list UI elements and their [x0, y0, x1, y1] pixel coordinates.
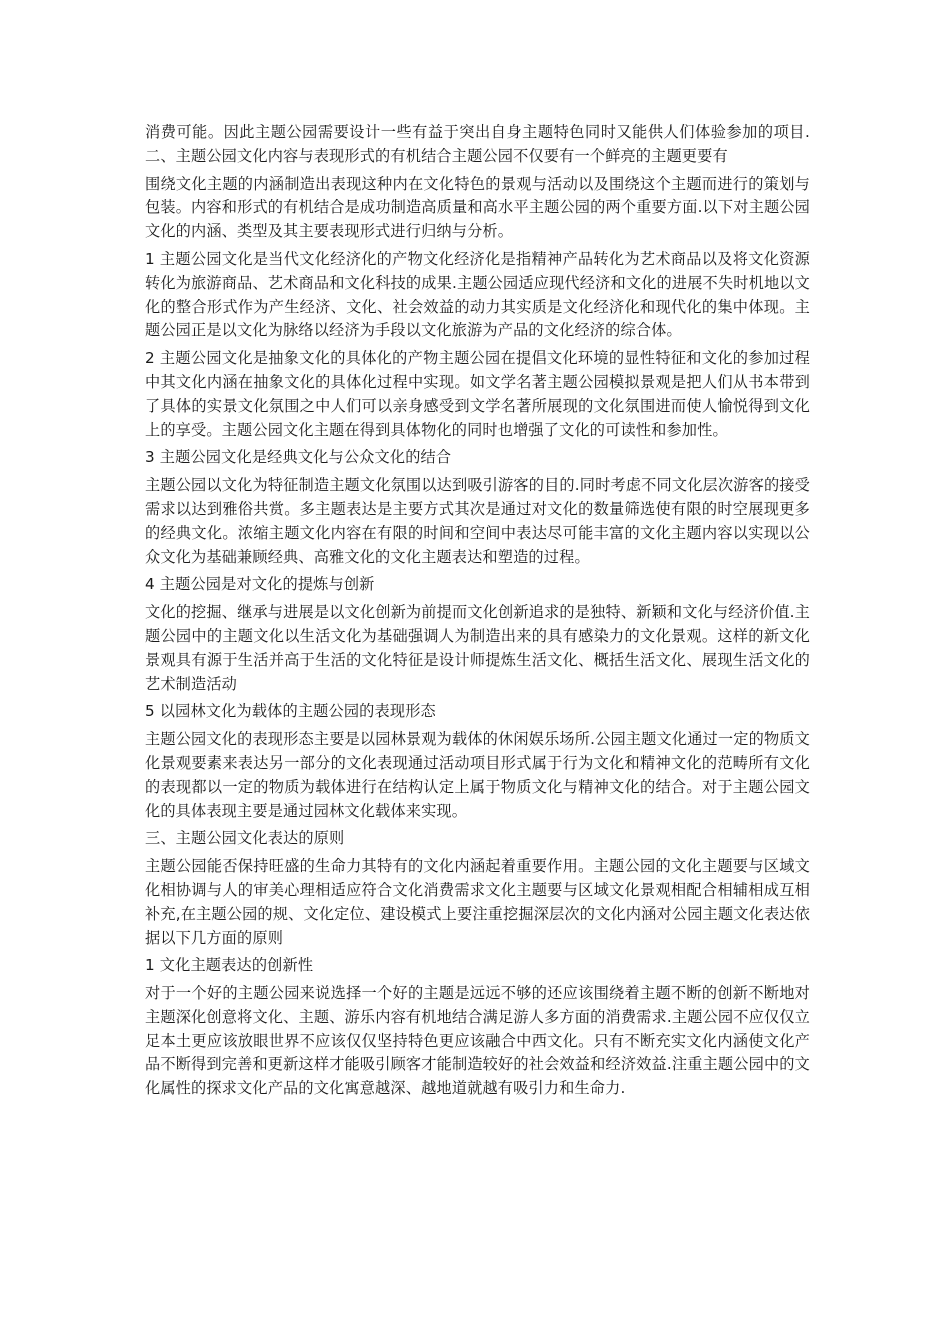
- section-heading: 1 文化主题表达的创新性: [145, 956, 314, 975]
- paragraph: 消费可能。因此主题公园需要设计一些有益于突出自身主题特色同时又能供人们体验参加的项目.二、主题公园文化内容与表现形式的有机结合主题公园不仅要有一个鲜亮的主题更要有: [145, 123, 810, 165]
- paragraph: 主题公园能否保持旺盛的生命力其特有的文化内涵起着重要作用。主题公园的文化主题要与区域文化相协调与人的审美心理相适应符合文化消费需求文化主题要与区域文化景观相配合相辅相成互相补充,在主题公园的规、文化定位、建设模式上要注重挖掘深层次的文化内涵对公园主题文化表达依据以下几方面的原则: [145, 857, 810, 947]
- paragraph: 围绕文化主题的内涵制造出表现这种内在文化特色的景观与活动以及围绕这个主题而进行的策划与包装。内容和形式的有机结合是成功制造高质量和高水平主题公园的两个重要方面.以下对主题公园文化的内涵、类型及其主要表现形式进行归纳与分析。: [145, 174, 810, 241]
- section-heading: 5 以园林文化为载体的主题公园的表现形态: [145, 702, 436, 721]
- chapter-heading: 三、主题公园文化表达的原则: [145, 829, 345, 848]
- section-heading: 3 主题公园文化是经典文化与公众文化的结合: [145, 448, 452, 467]
- document-body: [145, 121, 810, 1105]
- section-heading: 4 主题公园是对文化的提炼与创新: [145, 575, 375, 594]
- paragraph: 对于一个好的主题公园来说选择一个好的主题是远远不够的还应该围绕着主题不断的创新不断地对主题深化创意将文化、主题、游乐内容有机地结合满足游人多方面的消费需求.主题公园不应仅仅立足本土更应该放眼世界不应该仅仅坚持特色更应该融合中西文化。只有不断充实文化内涵使文化产品不断得到完善和更新这样才能吸引顾客才能制造较好的社会效益和经济效益.注重主题公园中的文化属性的探求文化产品的文化寓意越深、越地道就越有吸引力和生命力.: [145, 984, 810, 1098]
- paragraph: 主题公园以文化为特征制造主题文化氛围以达到吸引游客的目的.同时考虑不同文化层次游客的接受需求以达到雅俗共赏。多主题表达是主要方式其次是通过对文化的数量筛选使有限的时空展现更多的经典文化。浓缩主题文化内容在有限的时间和空间中表达尽可能丰富的文化主题内容以实现以公众文化为基础兼顾经典、高雅文化的文化主题表达和塑造的过程。: [145, 476, 810, 566]
- paragraph: 文化的挖掘、继承与进展是以文化创新为前提而文化创新追求的是独特、新颖和文化与经济价值.主题公园中的主题文化以生活文化为基础强调人为制造出来的具有感染力的文化景观。这样的新文化景观具有源于生活并高于生活的文化特征是设计师提炼生活文化、概括生活文化、展现生活文化的艺术制造活动: [145, 603, 810, 693]
- paragraph: 1 主题公园文化是当代文化经济化的产物文化经济化是指精神产品转化为艺术商品以及将文化资源转化为旅游商品、艺术商品和文化科技的成果.主题公园适应现代经济和文化的进展不失时机地以文化的整合形式作为产生经济、文化、社会效益的动力其实质是文化经济化和现代化的集中体现。主题公园正是以文化为脉络以经济为手段以文化旅游为产品的文化经济的综合体。: [145, 249, 810, 340]
- paragraph: 2 主题公园文化是抽象文化的具体化的产物主题公园在提倡文化环境的显性特征和文化的参加过程中其文化内涵在抽象文化的具体化过程中实现。如文学名著主题公园模拟景观是把人们从书本带到了具体的实景文化氛围之中人们可以亲身感受到文学名著所展现的文化氛围进而使人愉悦得到文化上的享受。主题公园文化主题在得到具体物化的同时也增强了文化的可读性和参加性。: [145, 349, 810, 439]
- paragraph: 主题公园文化的表现形态主要是以园林景观为载体的休闲娱乐场所.公园主题文化通过一定的物质文化景观要素来表达另一部分的文化表现通过活动项目形式属于行为文化和精神文化的范畴所有文化的表现都以一定的物质为载体进行在结构认定上属于物质文化与精神文化的结合。对于主题公园文化的具体表现主要是通过园林文化载体来实现。: [145, 730, 810, 820]
